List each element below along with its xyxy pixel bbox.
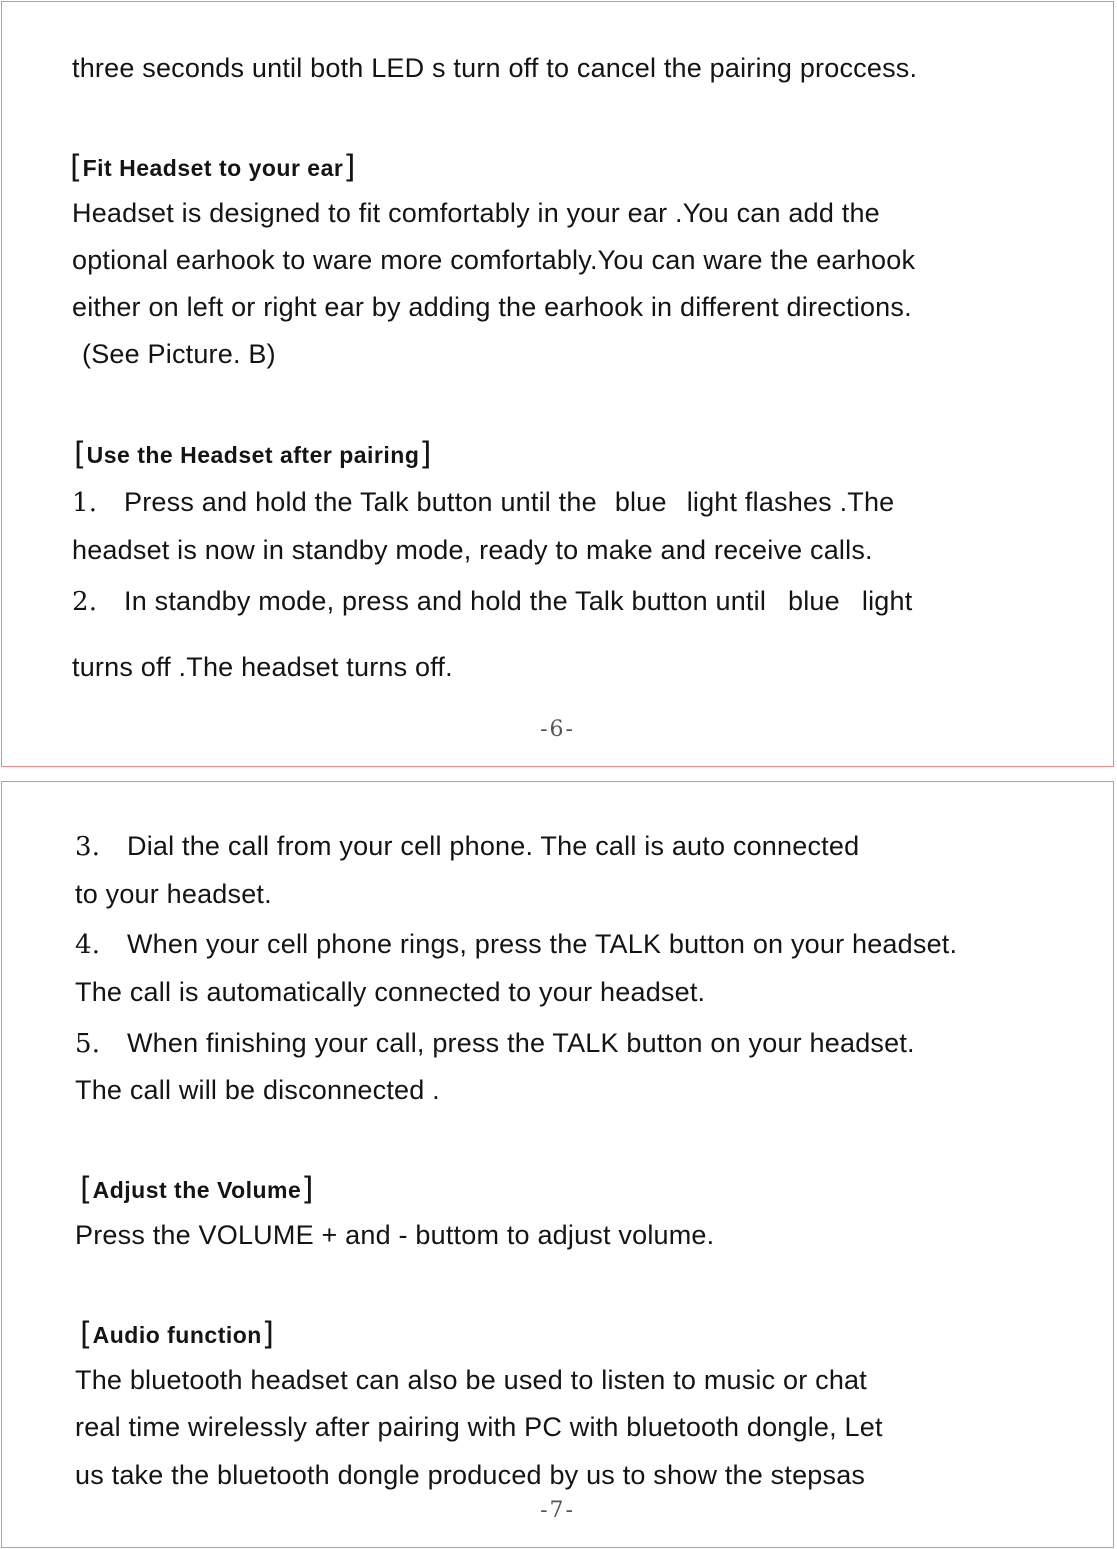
fit-text-line-1: Headset is designed to fit comfortably in your ear .You can add the xyxy=(72,198,880,228)
use-item-2-line-1 xyxy=(72,585,912,618)
item-text: Press and hold the Talk button until the xyxy=(124,487,597,517)
open-bracket: [ xyxy=(70,149,83,185)
item-text: When finishing your call, press the TALK button on your headset. xyxy=(127,1028,915,1058)
item-number: 3. xyxy=(75,832,101,862)
open-bracket: [ xyxy=(80,1316,93,1352)
heading-text: Adjust the Volume xyxy=(92,1177,302,1203)
fit-text-line-2: optional earhook to ware more comfortably.You can ware the earhook xyxy=(72,245,916,275)
fit-text-line-4: (See Picture. B) xyxy=(82,339,276,369)
close-bracket: ] xyxy=(343,149,356,185)
heading-text: Fit Headset to your ear xyxy=(82,155,344,181)
item-5-line-2: The call will be disconnected . xyxy=(75,1075,440,1105)
continued-text-line: three seconds until both LED s turn off to cancel the pairing proccess. xyxy=(72,53,918,83)
open-bracket: [ xyxy=(74,436,87,472)
item-3-line-2: to your headset. xyxy=(75,879,272,909)
item-text: light flashes .The xyxy=(686,487,895,517)
manual-page-6 xyxy=(1,1,1114,767)
section-heading-audio-function xyxy=(80,1317,274,1351)
item-text: In standby mode, press and hold the Talk button until xyxy=(124,586,767,616)
use-item-1-line-2: headset is now in standby mode, ready to make and receive calls. xyxy=(72,535,873,565)
use-item-1-line-1 xyxy=(72,486,894,519)
page-number: -6- xyxy=(540,717,575,742)
volume-text-line: Press the VOLUME + and - buttom to adjust volume. xyxy=(75,1220,715,1250)
audio-text-line-2: real time wirelessly after pairing with PC with bluetooth dongle, Let xyxy=(75,1412,883,1442)
close-bracket: ] xyxy=(419,436,432,472)
item-number: 5. xyxy=(75,1029,101,1059)
item-text: light xyxy=(861,586,913,616)
section-heading-fit-headset xyxy=(70,150,356,184)
item-text: Dial the call from your cell phone. The call is auto connected xyxy=(127,831,860,861)
audio-text-line-3: us take the bluetooth dongle produced by us to show the stepsas xyxy=(75,1460,866,1490)
section-heading-adjust-volume xyxy=(80,1172,314,1206)
item-5-line-1 xyxy=(75,1027,915,1060)
item-number: 2. xyxy=(72,587,98,617)
open-bracket: [ xyxy=(80,1171,93,1207)
item-3-line-1 xyxy=(75,830,859,863)
use-item-2-line-2: turns off .The headset turns off. xyxy=(72,652,453,682)
blue-word: blue xyxy=(788,586,840,616)
audio-text-line-1: The bluetooth headset can also be used to listen to music or chat xyxy=(75,1365,867,1395)
page-number: -7- xyxy=(540,1498,575,1523)
manual-page-7 xyxy=(1,781,1114,1548)
blue-word: blue xyxy=(614,487,667,517)
heading-text: Use the Headset after pairing xyxy=(86,442,420,468)
heading-text: Audio function xyxy=(92,1322,262,1348)
item-number: 4. xyxy=(75,930,101,960)
item-number: 1. xyxy=(72,488,98,518)
item-4-line-1 xyxy=(75,928,957,961)
item-text: When your cell phone rings, press the TALK button on your headset. xyxy=(127,929,958,959)
section-heading-use-headset xyxy=(74,437,432,471)
fit-text-line-3: either on left or right ear by adding the earhook in different directions. xyxy=(72,292,912,322)
close-bracket: ] xyxy=(261,1316,275,1352)
close-bracket: ] xyxy=(301,1171,314,1207)
item-4-line-2: The call is automatically connected to your headset. xyxy=(75,977,706,1007)
